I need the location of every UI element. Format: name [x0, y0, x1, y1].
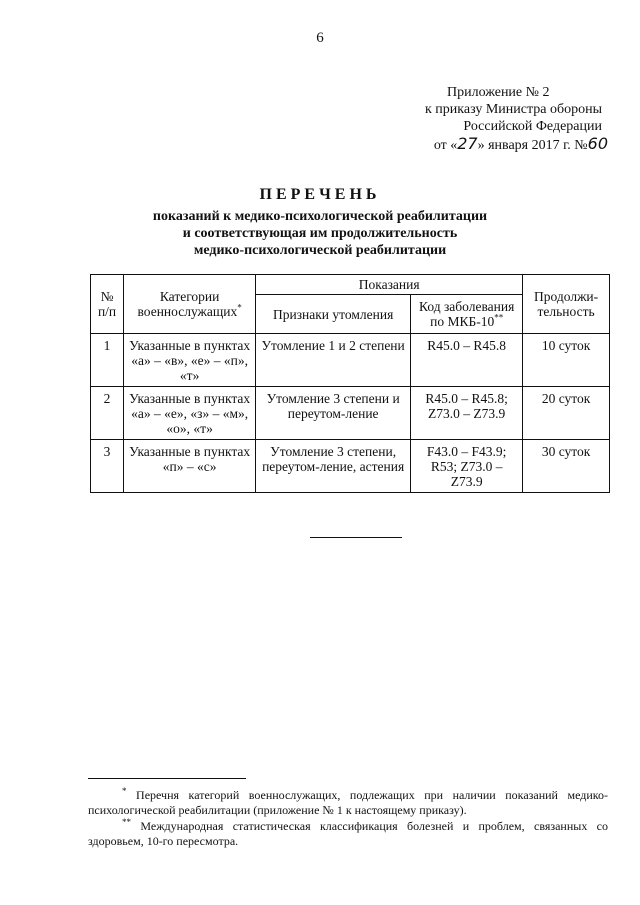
header-category: Категории военнослужащих* [124, 275, 256, 334]
cell-num: 3 [91, 440, 124, 493]
cell-duration: 20 суток [523, 387, 610, 440]
footnote-2-mark: ** [122, 817, 131, 827]
cell-code: R45.0 – R45.8; Z73.0 – Z73.9 [411, 387, 523, 440]
cell-duration: 10 суток [523, 334, 610, 387]
cell-code: R45.0 – R45.8 [411, 334, 523, 387]
title-subtitle [0, 208, 640, 259]
table-row [91, 334, 610, 387]
table-row [91, 387, 610, 440]
order-date-line [395, 135, 610, 154]
cell-category: Указанные в пунктах «а» – «е», «з» – «м», «о», «т» [124, 387, 256, 440]
order-line: к приказу Министра обороны [425, 102, 602, 117]
header-num: № п/п [91, 275, 124, 334]
header-code: Код заболевания по МКБ-10** [411, 295, 523, 334]
handwritten-number: 60 [587, 134, 608, 153]
title-heading: ПЕРЕЧЕНЬ [259, 186, 381, 203]
footnote-2-text: Международная статистическая классификация болезней и проблем, связанных со здоровьем, 10-го пересмотра. [88, 819, 608, 848]
footnotes [88, 788, 608, 850]
footnote-1-mark: * [122, 786, 127, 796]
header-signs: Признаки утомления [256, 295, 411, 334]
title-line-2: и соответствующая им продолжительность [182, 226, 458, 241]
code-footnote-mark: ** [494, 312, 504, 323]
document-title [0, 186, 640, 259]
title-line-3: медико-психологической реабилитации [193, 243, 447, 258]
approval-block [395, 84, 610, 154]
footnote-1-text: Перечня категорий военнослужащих, подлежащих при наличии показаний медико-психологической реабилитации (приложение № 1 к настоящему приказу). [88, 788, 608, 817]
section-separator [310, 537, 402, 538]
table-row [91, 440, 610, 493]
federation-line: Российской Федерации [463, 119, 602, 134]
appendix-label: Приложение № 2 [447, 85, 550, 100]
category-footnote-mark: * [237, 302, 242, 313]
page-number: 6 [316, 30, 324, 46]
cell-code: F43.0 – F43.9; R53; Z73.0 – Z73.9 [411, 440, 523, 493]
footnote-2 [88, 819, 608, 849]
cell-num: 2 [91, 387, 124, 440]
date-prefix: от « [433, 138, 458, 153]
footnote-divider [88, 778, 246, 779]
cell-signs: Утомление 3 степени, переутом-ление, астения [256, 440, 411, 493]
footnote-1 [88, 788, 608, 818]
title-line-1: показаний к медико-психологической реабилитации [152, 209, 488, 224]
indications-table [90, 274, 610, 493]
cell-category: Указанные в пунктах «п» – «с» [124, 440, 256, 493]
cell-num: 1 [91, 334, 124, 387]
date-middle: » января 2017 г. № [477, 138, 588, 153]
header-indications: Показания [256, 275, 523, 295]
cell-signs: Утомление 1 и 2 степени [256, 334, 411, 387]
cell-duration: 30 суток [523, 440, 610, 493]
cell-signs: Утомление 3 степени и переутом-ление [256, 387, 411, 440]
handwritten-day: 27 [457, 134, 478, 153]
header-duration: Продолжи-тельность [523, 275, 610, 334]
cell-category: Указанные в пунктах «а» – «в», «е» – «п», «т» [124, 334, 256, 387]
